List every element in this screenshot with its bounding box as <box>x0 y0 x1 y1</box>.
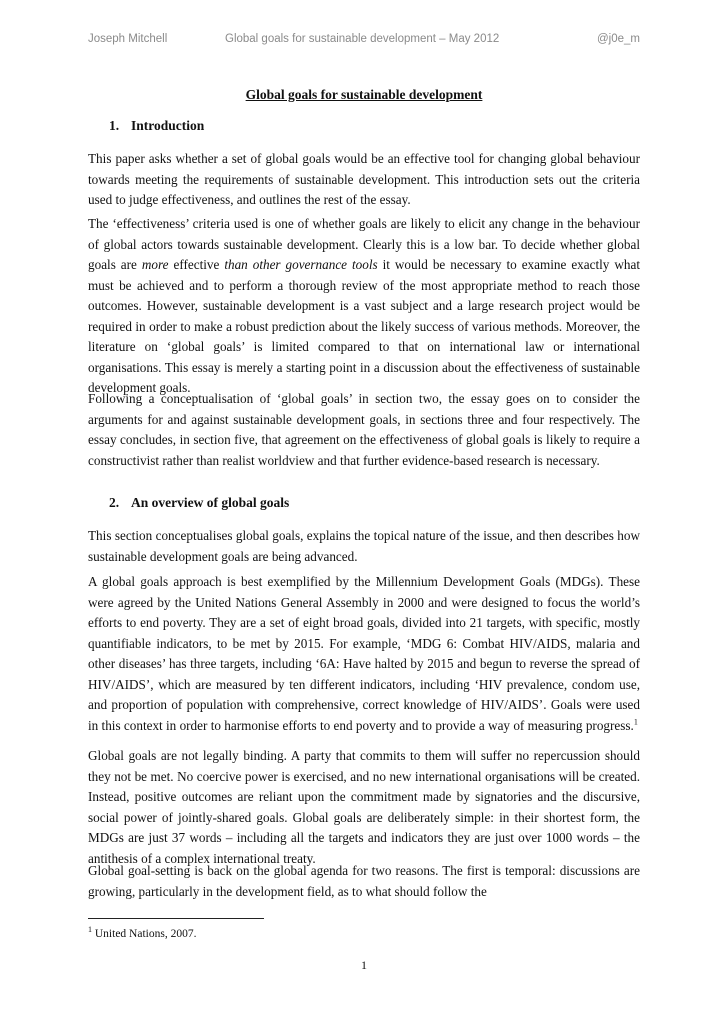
section-heading-introduction <box>109 118 204 134</box>
running-header <box>88 33 640 49</box>
footnote-ref[interactable]: 1 <box>633 717 638 727</box>
section-heading-overview <box>109 495 289 511</box>
paragraph: This paper asks whether a set of global goals would be an effective tool for changing global behaviour towards meeting the requirements of sustainable development. This introduction sets out the criteria used to judge effectiveness, and outlines the rest of the essay. <box>88 151 640 207</box>
paragraph: Following a conceptualisation of ‘global goals’ in section two, the essay goes on to consider the arguments for and against sustainable development goals, in sections three and four respectively. The essay concludes, in section five, that agreement on the effectiveness of global goals is likely to require a constructivist rather than realist worldview and that further evidence-based research is necessary. <box>88 391 640 468</box>
footnote-marker: 1 <box>88 925 92 935</box>
section-title: Introduction <box>131 118 205 133</box>
footnote <box>88 925 197 940</box>
paragraph: This section conceptualises global goals, explains the topical nature of the issue, and then describes how sustainable development goals are being advanced. <box>88 528 640 564</box>
section-number: 1. <box>109 118 120 133</box>
paragraph: Global goals are not legally binding. A party that commits to them will suffer no repercussion should they not be met. No coercive power is exercised, and no new international organisations will be created. Instead, positive outcomes are reliant upon the commitment made by signatories and the discursive, social power of jointly-shared goals. Global goals are deliberately simple: in their shortest form, the MDGs are just 37 words – including all the targets and indicators they are just over 1000 words – the antithesis of a complex international treaty. <box>88 748 640 866</box>
section-number: 2. <box>109 495 120 510</box>
document-title: Global goals for sustainable development <box>245 87 483 102</box>
paragraph: Global goal-setting is back on the global agenda for two reasons. The first is temporal: discussions are growing, particularly in the development field, as to what should follow the <box>88 863 640 899</box>
footnote-text: United Nations, 2007. <box>94 928 197 940</box>
page-number: 1 <box>361 958 367 972</box>
paragraph: A global goals approach is best exemplified by the Millennium Development Goals (MDGs). These were agreed by the United Nations General Assembly in 2000 and were designed to focus the world’s efforts to end poverty. They are a set of eight broad goals, divided into 21 targets, with specific, mostly quantifiable indicators, to be met by 2015. For example, ‘MDG 6: Combat HIV/AIDS, malaria and other diseases’ has three targets, including ‘6A: Have halted by 2015 and begun to reverse the spread of HIV/AIDS’, which are measured by ten different indicators, including ‘HIV prevalence, condom use, and proportion of population with comprehensive, correct knowledge of HIV/AIDS’. Goals were used in this context in order to harmonise efforts to end poverty and to provide a way of measuring progress.$^1$ <box>88 574 640 733</box>
paragraph: The ‘effectiveness’ criteria used is one of whether goals are likely to elicit any change in the behaviour of global actors towards sustainable development. Clearly this is a low bar. To decide whether global goals are more effective than other governance tools it would be necessary to examine exactly what must be achieved and to perform a thorough review of the most appropriate method to reach those outcomes. However, sustainable development is a vast subject and a large research project would be required in order to make a robust prediction about the likely success of various methods. Moreover, the literature on ‘global goals’ is limited compared to that on international law or international organisations. This essay is merely a starting point in a discussion about the effectiveness of sustainable development goals. <box>88 216 641 395</box>
header-author: Joseph Mitchell <box>88 33 168 45</box>
section-title: An overview of global goals <box>131 495 290 510</box>
header-title: Global goals for sustainable development – May 2012 <box>225 33 500 45</box>
footnote-separator <box>88 918 264 919</box>
header-handle: @j0e_m <box>597 33 640 45</box>
